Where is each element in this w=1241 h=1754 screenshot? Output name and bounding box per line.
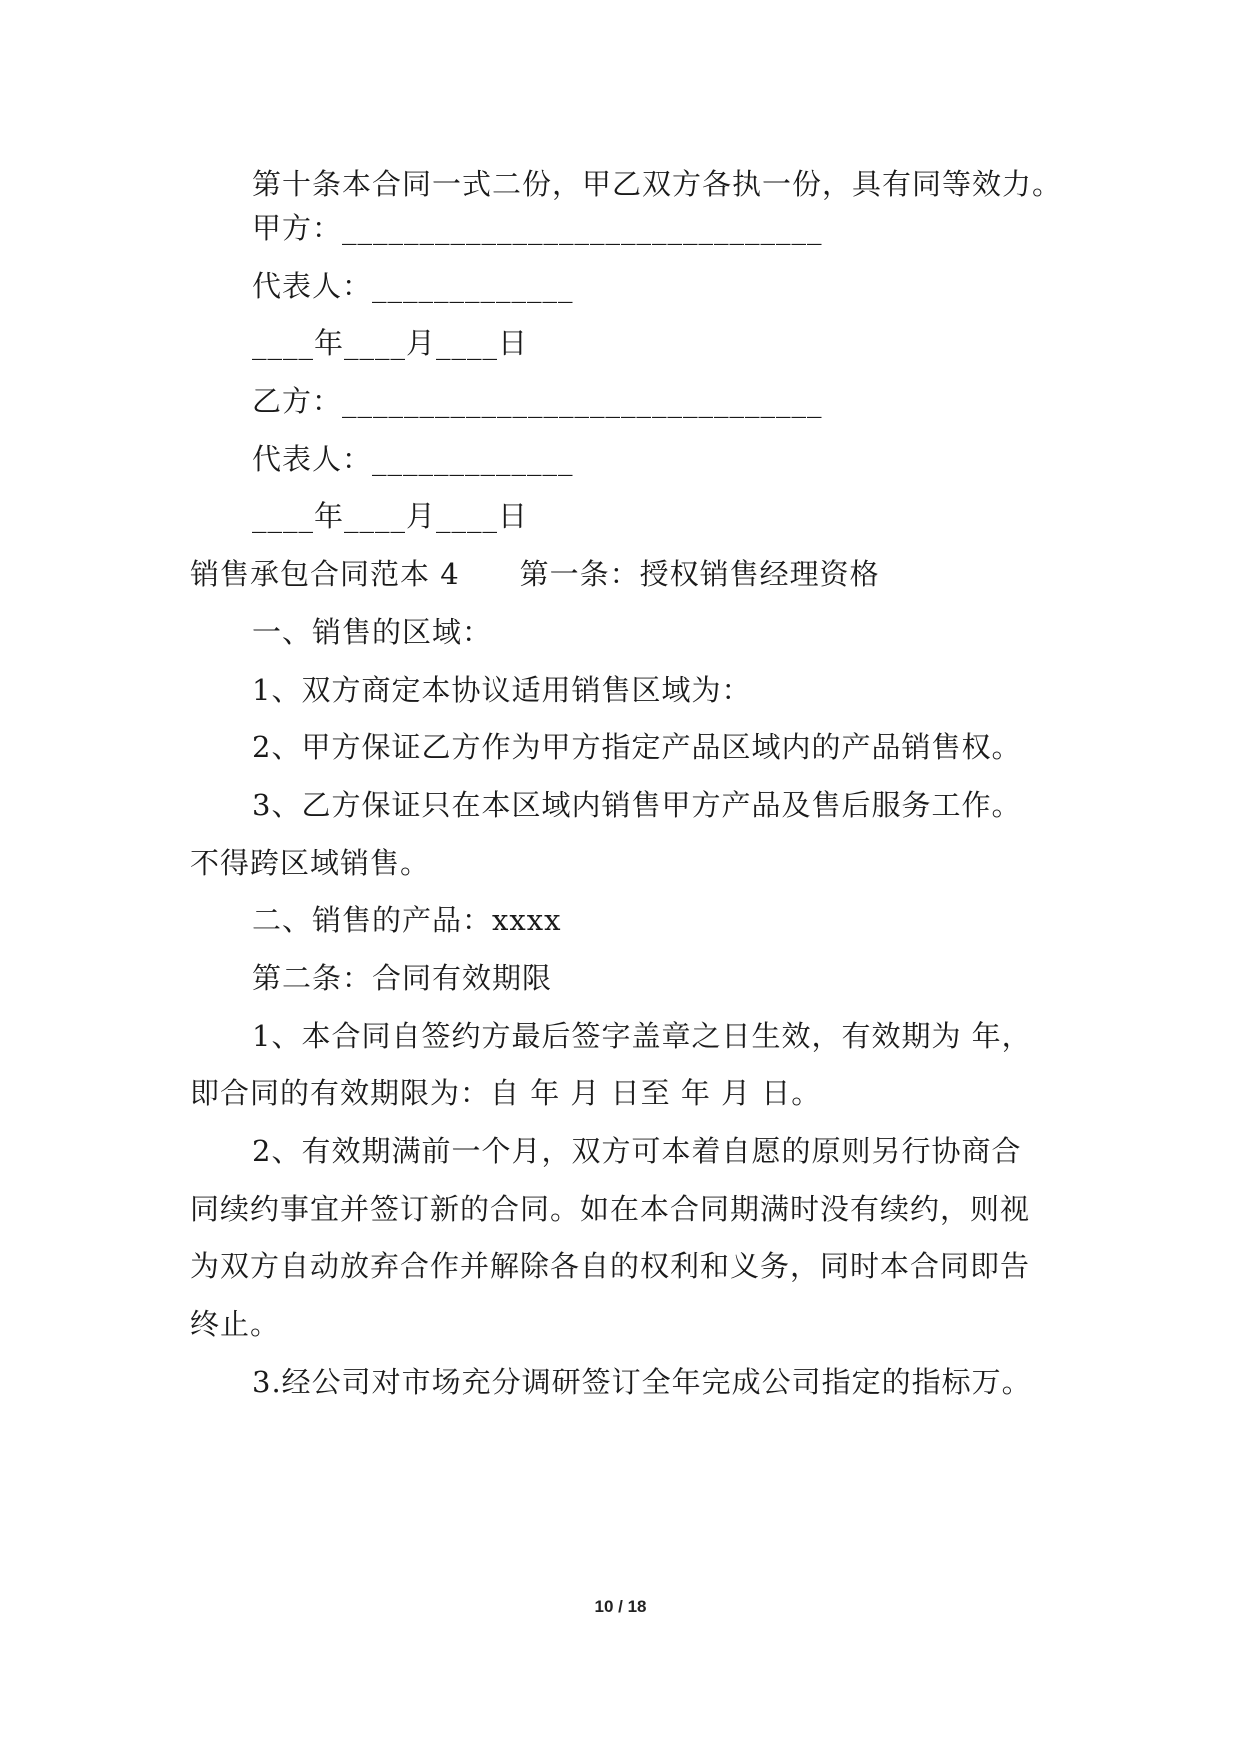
party-b-signature-line: 乙方：_______________________________ <box>252 384 823 418</box>
article-2-heading: 第二条：合同有效期限 <box>252 961 553 995</box>
contract-template-heading: 销售承包合同范本 4 第一条：授权销售经理资格 <box>190 557 880 591</box>
party-b-representative: 代表人：_____________ <box>252 442 574 476</box>
term-item-1-cont: 即合同的有效期限为：自 年 月 日至 年 月 日。 <box>190 1076 822 1110</box>
term-item-1: 1、本合同自签约方最后签字盖章之日生效，有效期为 年， <box>252 1019 1032 1053</box>
region-item-2: 2、甲方保证乙方作为甲方指定产品区域内的产品销售权。 <box>252 730 1022 764</box>
term-item-2: 2、有效期满前一个月，双方可本着自愿的原则另行协商合 <box>252 1134 1022 1168</box>
party-a-date-line: ____年____月____日 <box>252 326 529 360</box>
clause-10-copies: 第十条本合同一式二份，甲乙双方各执一份，具有同等效力。 <box>252 167 1063 201</box>
region-item-3: 3、乙方保证只在本区域内销售甲方产品及售后服务工作。 <box>252 788 1022 822</box>
party-a-signature-line: 甲方：_______________________________ <box>252 211 823 245</box>
term-item-3: 3.经公司对市场充分调研签订全年完成公司指定的指标万。 <box>252 1365 1032 1399</box>
term-item-2-cont-3: 终止。 <box>190 1307 281 1341</box>
region-item-1: 1、双方商定本协议适用销售区域为： <box>252 673 752 707</box>
term-item-2-cont-1: 同续约事宜并签订新的合同。如在本合同期满时没有续约，则视 <box>190 1192 1031 1226</box>
section-sales-region: 一、销售的区域： <box>252 615 493 649</box>
page-number: 10 / 18 <box>594 1597 647 1616</box>
party-a-representative: 代表人：_____________ <box>252 269 574 303</box>
region-item-3-cont: 不得跨区域销售。 <box>190 846 431 880</box>
section-sales-product: 二、销售的产品：xxxx <box>252 903 562 937</box>
party-b-date-line: ____年____月____日 <box>252 499 529 533</box>
term-item-2-cont-2: 为双方自动放弃合作并解除各自的权利和义务，同时本合同即告 <box>190 1249 1031 1283</box>
